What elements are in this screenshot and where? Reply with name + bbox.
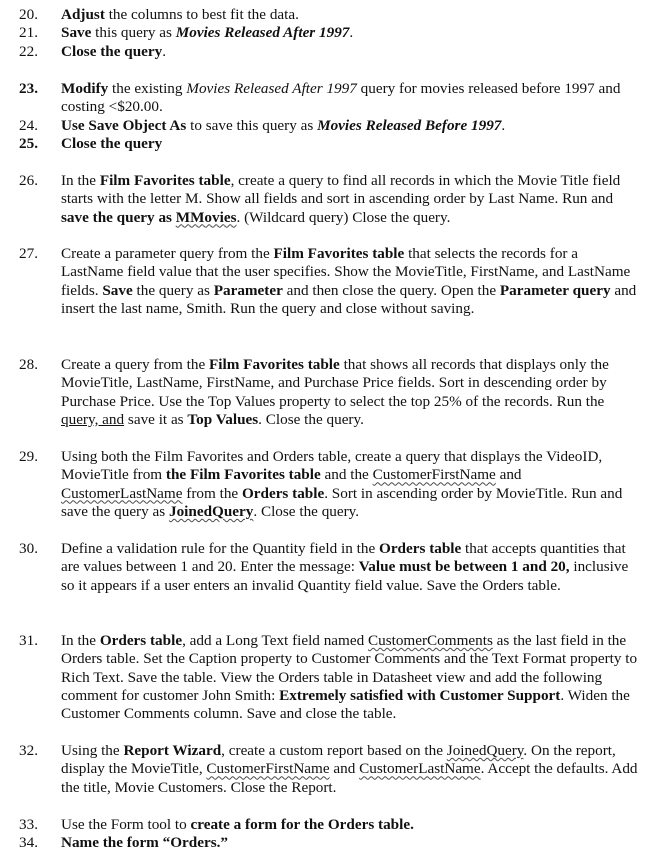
text-run: and then close the query. Open the [282, 281, 500, 299]
text-run: Movies Released Before 1997 [317, 117, 502, 134]
item-text [61, 80, 638, 117]
item-number: 33. [19, 816, 38, 833]
text-run: the Film Favorites table [165, 466, 321, 484]
text-run: create a form for the Orders table. [190, 816, 414, 833]
item-number: 28. [19, 356, 38, 373]
text-run: In the [61, 172, 100, 189]
text-run: CustomerComments [367, 632, 493, 649]
item-text [61, 632, 638, 723]
text-run: Film Favorites table [99, 172, 231, 189]
text-run: . [349, 24, 354, 41]
text-run: Orders table [99, 632, 183, 649]
item-text [61, 245, 638, 318]
item-text [61, 43, 638, 61]
text-run: query, and [61, 410, 125, 428]
text-run: this query as [91, 24, 176, 41]
text-run: Using the [61, 742, 124, 759]
text-run: Save [61, 24, 92, 41]
text-run: CustomerLastName [61, 484, 183, 502]
text-run: , create a custom report based on the [221, 742, 447, 759]
text-run: . Close the query. [258, 410, 364, 428]
item-number: 30. [19, 540, 38, 557]
text-run: the columns to best fit the data. [104, 6, 299, 23]
text-run: JoinedQuery [168, 502, 254, 520]
item-text [61, 356, 638, 429]
item-text [61, 448, 638, 521]
text-run: and [495, 466, 522, 484]
item-number: 23. [19, 80, 38, 97]
text-run: as the last field in the Orders table. Set the Caption property to Customer Comments and the Text Format property to Rich Text. Save the table. View the Orders table in Datasheet view and add the following comment for customer John Smith: [61, 632, 638, 704]
text-run: Extremely satisfied with Customer Support [279, 686, 561, 704]
text-run: . On the report, display the MovieTitle, [61, 742, 616, 778]
text-run: . [162, 43, 167, 60]
text-run: Define a validation rule for the Quantity field in the [61, 540, 379, 557]
item-number: 34. [19, 834, 38, 851]
text-run: Orders table [379, 540, 462, 557]
text-run: inclusive so it appears if a user enters an invalid Quantity field value. Save the Orders table. [61, 558, 629, 594]
item-number: 27. [19, 245, 38, 262]
text-run: and insert the last name, Smith. Run the query and close without saving. [61, 281, 637, 317]
text-run: from the [182, 484, 242, 502]
text-run: Using both the Film Favorites and Orders table, create a query that displays the VideoID, MovieTitle from [61, 448, 603, 484]
item-text [61, 742, 638, 797]
item-number: 26. [19, 172, 38, 189]
text-run: Close the query [61, 43, 163, 60]
text-run: . [501, 117, 506, 134]
text-run: Movies Released After 1997 [186, 80, 357, 97]
text-run: the query as [132, 281, 214, 299]
text-run: Top Values [187, 410, 259, 428]
item-number: 32. [19, 742, 38, 759]
text-run: and the [320, 466, 373, 484]
text-run: CustomerFirstName [372, 466, 496, 484]
text-run: Adjust [61, 6, 105, 23]
text-run: Orders table [241, 484, 325, 502]
item-number: 25. [19, 135, 38, 152]
text-run: Film Favorites table [209, 356, 340, 373]
text-run: . Accept the defaults. Add the title, Movie Customers. Close the Report. [61, 760, 638, 796]
text-run: Use the Form tool to [61, 816, 191, 833]
item-number: 21. [19, 24, 38, 41]
item-number: 31. [19, 632, 38, 649]
text-run: Report Wizard [123, 742, 222, 759]
text-run: Modify [61, 80, 109, 97]
item-text [61, 135, 638, 153]
text-run: that selects the records for a LastName field value that the user specifies. Show the MovieTitle, FirstName, and LastName fields. [61, 245, 631, 299]
text-run: save the query as [61, 208, 176, 226]
text-run: Orders.” [170, 834, 229, 851]
item-text [61, 816, 638, 834]
text-run: Close the query [61, 135, 163, 152]
text-run: JoinedQuery [446, 742, 524, 759]
text-run: CustomerLastName [359, 760, 481, 778]
text-run: MMovies [175, 208, 237, 226]
text-run: query for movies released before 1997 and costing <$20.00. [61, 80, 621, 116]
text-run: Movies Released After 1997 [175, 24, 350, 41]
text-run: save it as [124, 410, 188, 428]
item-text [61, 117, 638, 135]
text-run: In the [61, 632, 100, 649]
text-run: and [329, 760, 360, 778]
text-run: Parameter [213, 281, 283, 299]
item-number: 24. [19, 117, 38, 134]
text-run: CustomerFirstName [206, 760, 330, 778]
item-text [61, 6, 638, 24]
text-run: the existing [108, 80, 187, 97]
text-run: . Widen the Customer Comments column. Save and close the table. [61, 686, 630, 723]
text-run: , add a Long Text field named [182, 632, 368, 649]
text-run: that accepts quantities that are values between 1 and 20. Enter the message: [61, 540, 626, 576]
text-run: , create a query to find all records in which the Movie Title field starts with the letter M. Show all fields and sort in ascending order by Last Name. Run and [61, 172, 621, 208]
text-run: Create a query from the [61, 356, 210, 373]
item-number: 22. [19, 43, 38, 60]
item-number: 20. [19, 6, 38, 23]
text-run: to save this query as [186, 117, 318, 134]
text-run: . (Wildcard query) Close the query. [236, 208, 451, 226]
item-text [61, 540, 638, 595]
item-text [61, 172, 638, 227]
text-run: Use Save Object As [61, 117, 187, 134]
text-run: Value must be between 1 and 20, [358, 558, 570, 576]
item-text [61, 24, 638, 42]
text-run: Film Favorites table [273, 245, 405, 262]
item-number: 29. [19, 448, 38, 465]
text-run: that shows all records that displays only the MovieTitle, LastName, FirstName, and Purchase Price fields. Sort in descending order by Purchase Price. Use the Top Values property to select the top 25% of the records. Run the [61, 356, 609, 410]
text-run: . Close the query. [253, 502, 360, 520]
text-run: Parameter query [499, 281, 611, 299]
item-text [61, 834, 638, 852]
text-run: Name the form “ [61, 834, 171, 851]
text-run: . Sort in ascending order by MovieTitle. Run and save the query as [61, 484, 623, 520]
text-run: Create a parameter query from the [61, 245, 274, 262]
text-run: Save [102, 281, 133, 299]
